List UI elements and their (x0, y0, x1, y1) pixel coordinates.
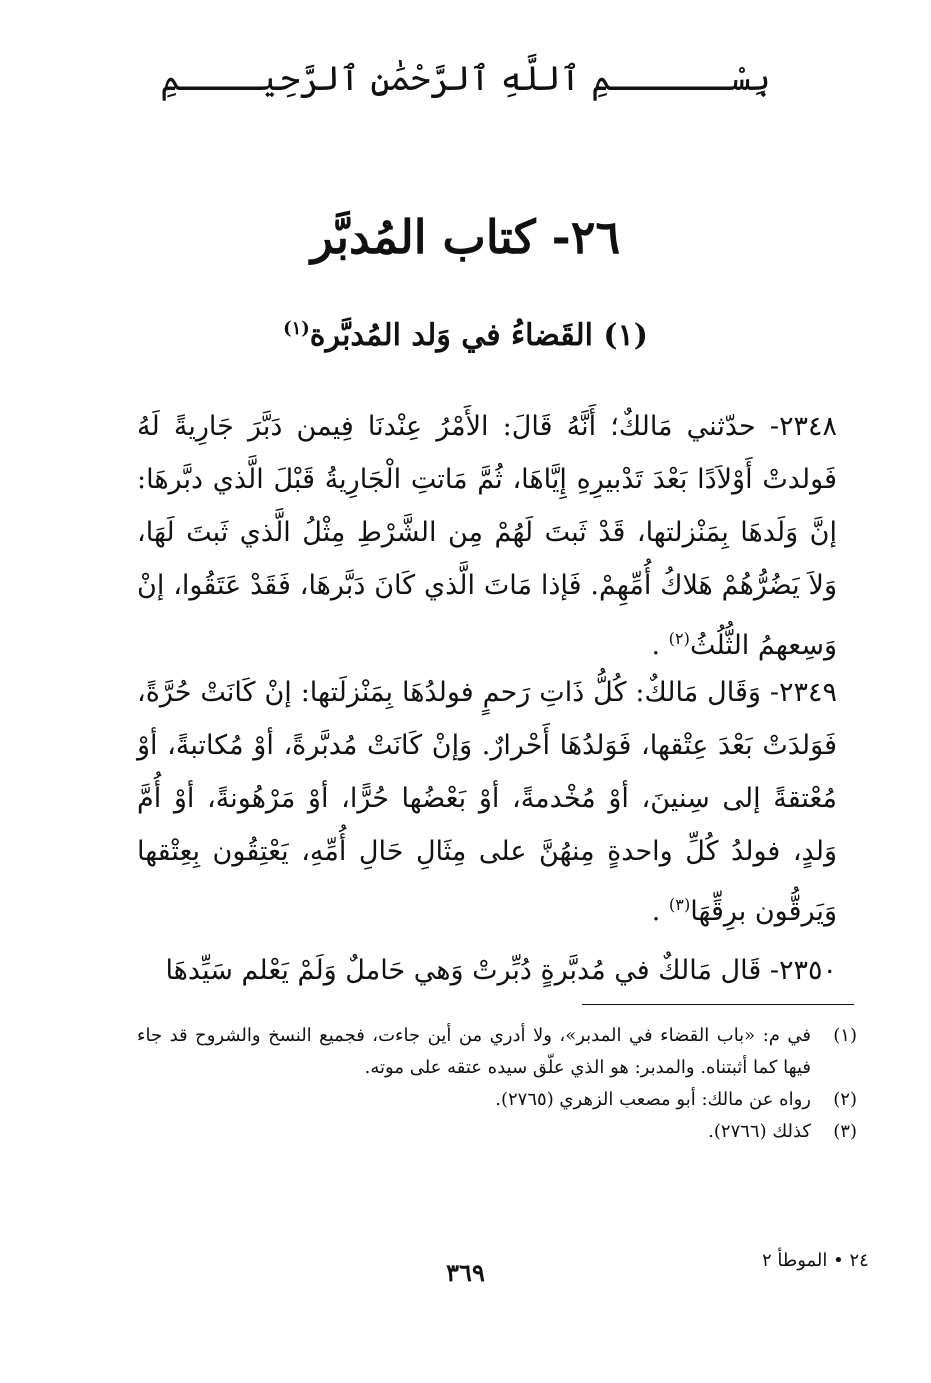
paragraph-ending: . (651, 630, 669, 661)
footnote-1 (137, 1020, 857, 1084)
section-title-text: (١) القَضاءُ في وَلد المُدبَّرة (309, 318, 648, 353)
page-number: ٣٦٩ (446, 1258, 485, 1287)
footnote-divider (582, 1004, 854, 1005)
paragraph-text: ٢٣٥٠- قَال مَالكٌ في مُدبَّرةٍ دُبِّرتْ وَهي حَاملٌ وَلَمْ يَعْلم سَيِّدهَا (165, 955, 837, 986)
signature-mark: ٢٤ • الموطأ ٢ (762, 1250, 869, 1271)
footnote-text: في م: «باب القضاء في المدبر»، ولا أدري من أين جاءت، فجميع النسخ والشروح قد جاء فيها كما أثبتناه. والمدبر: هو الذي علّق سيده عتقه على موته. (137, 1025, 811, 1078)
footnote-3 (137, 1116, 857, 1148)
paragraph-footnote-ref: (٢) (668, 629, 690, 648)
footnote-number: (٣) (833, 1121, 857, 1142)
footnote-number: (١) (833, 1025, 857, 1046)
paragraph-footnote-ref: (٣) (668, 895, 691, 914)
footnote-text: كذلك (٢٧٦٦). (708, 1121, 811, 1142)
footnote-number: (٢) (833, 1089, 857, 1110)
paragraph-2350 (137, 944, 837, 997)
section-footnote-ref: (١) (283, 318, 310, 339)
footnote-text: رواه عن مالك: أبو مصعب الزهري (٢٧٦٥). (495, 1089, 811, 1110)
basmala-header: بِسْــــــمِ ٱللَّهِ ٱلرَّحْمَٰنِ ٱلرَّحِيــــمِ (160, 59, 771, 99)
chapter-title: ٢٦- كتاب المُدبَّر (310, 210, 621, 264)
footnotes-section (137, 1020, 857, 1148)
paragraph-text: ٢٣٤٩- وَقَال مَالكٌ: كُلُّ ذَاتِ رَحمٍ فولدُهَا بِمَنْزلَتها: إنْ كَانَتْ حُرَّةً، فَوَلدَتْ بَعْدَ عِتْقها، فَوَلدُهَا أَحْرارٌ. وَإنْ كَانَتْ مُدبَّرةً، أوْ مُكاتبةً، أوْ مُعْتقةً إلى سِنينَ، أوْ مُخْدمةً، أوْ بَعْضُها حُرًّا، أوْ مَرْهُونةً، أوْ أُمَّ وَلدٍ، فولدُ كُلِّ واحدةٍ مِنهُنَّ على مِثَالِ حَالِ أُمِّهِ، يَعْتِقُون بِعِتْقها وَيَرقُّون برِقِّهَا (137, 677, 837, 927)
footnote-2 (137, 1084, 857, 1116)
section-title (0, 318, 931, 353)
paragraph-2348 (137, 400, 837, 672)
paragraph-ending: . (651, 896, 669, 927)
paragraph-2349 (137, 666, 837, 938)
paragraph-text: ٢٣٤٨- حدّثني مَالكٌ؛ أَنَّهُ قَالَ: الأَمْرُ عِنْدنَا فِيمن دَبَّرَ جَارِيةً لَهُ فَولدتْ أَوْلاَدًا بَعْدَ تَدْبيرِهِ إِيَّاهَا، ثُمَّ مَاتتِ الْجَارِيةُ قَبْلَ الَّذي دبَّرهَا: إنَّ وَلَدهَا بِمَنْزلتها، قَدْ ثَبتَ لَهُمْ مِن الشَّرْطِ مِثْلُ الَّذي ثَبتَ لَهَا، وَلاَ يَضُرُّهُمْ هَلاكُ أُمِّهِمْ. فَإذا مَاتَ الَّذي كَانَ دَبَّرهَا، فَقَدْ عَتَقُوا، إنْ وَسِعهمُ الثُّلُثُ (137, 411, 837, 661)
